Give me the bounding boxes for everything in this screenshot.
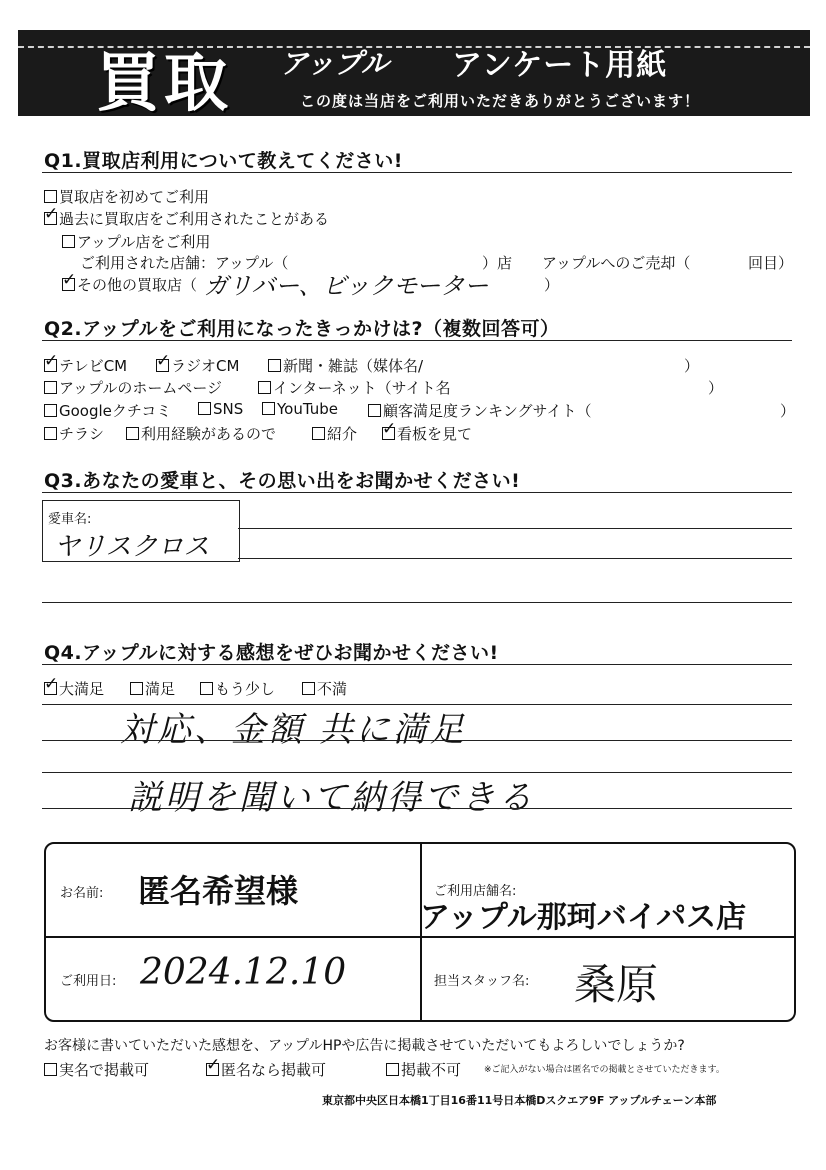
q2-option-radio[interactable] — [156, 355, 239, 376]
consent-option-anonymous[interactable] — [206, 1059, 326, 1080]
checkbox-very-satisfied[interactable] — [44, 682, 57, 695]
store-value: アップル那珂バイパス店 — [420, 900, 747, 935]
q1-store-used-label: ご利用された店舗：アップル（ — [80, 254, 289, 272]
checkbox-youtube[interactable] — [262, 402, 275, 415]
checkbox-almost[interactable] — [200, 682, 213, 695]
q2-option-referral[interactable] — [312, 423, 357, 444]
q1-option-apple-label: アップル店をご利用 — [77, 233, 211, 251]
q2-option-flyer[interactable] — [44, 423, 104, 444]
q2-internet-close: ） — [708, 379, 724, 397]
store-label: ご利用店舗名: — [434, 884, 517, 899]
q3-rule-2 — [238, 558, 792, 559]
car-name-value: ヤリスクロス — [54, 532, 210, 562]
checkbox-first[interactable] — [44, 190, 57, 203]
q1-option-first-label: 買取店を初めてご利用 — [59, 188, 210, 206]
q2-option-tv-label: テレビCM — [59, 357, 128, 375]
staff-value: 桑原 — [574, 960, 659, 1009]
checkbox-internet[interactable] — [258, 381, 271, 394]
checkbox-google[interactable] — [44, 404, 57, 417]
header-big-title: 買取 — [96, 47, 232, 121]
checkbox-homepage[interactable] — [44, 381, 57, 394]
consent-option-not-allowed[interactable] — [386, 1059, 461, 1080]
q1-underline — [42, 172, 792, 173]
q2-newspaper-close: ） — [684, 357, 700, 375]
q4-option-very-satisfied[interactable] — [44, 678, 104, 699]
consent-note: ※ご記入がない場合は匿名での掲載とさせていただきます。 — [484, 1065, 725, 1075]
q4-rule-1 — [42, 740, 792, 741]
date-value: 2024.12.10 — [140, 952, 347, 993]
checkbox-experience[interactable] — [126, 427, 139, 440]
consent-option-real-name[interactable] — [44, 1059, 149, 1080]
q1-store-suffix: ）店 — [482, 254, 513, 272]
q1-other-handwritten: ガリバー、ビックモーター — [204, 272, 489, 300]
q4-option-unsatisfied[interactable] — [302, 678, 347, 699]
q2-option-internet[interactable] — [258, 377, 451, 398]
consent-option-anonymous-label: 匿名なら掲載可 — [221, 1061, 327, 1079]
checkbox-ranking[interactable] — [368, 404, 381, 417]
q3-title: Q3.あなたの愛車と、その思い出をお聞かせください! — [44, 470, 521, 492]
q2-title: Q2.アップルをご利用になったきっかけは?（複数回答可） — [44, 318, 560, 340]
checkbox-apple[interactable] — [62, 235, 75, 248]
q4-comment-line-1: 対応、金額 共に満足 — [120, 710, 467, 750]
q1-option-other-label: その他の買取店（ — [77, 276, 198, 294]
q2-option-homepage-label: アップルのホームページ — [59, 379, 223, 397]
q1-option-other[interactable] — [62, 274, 197, 295]
q2-option-ranking[interactable] — [368, 400, 592, 421]
q1-sale-suffix: 回目） — [748, 254, 794, 272]
checkbox-not-allowed[interactable] — [386, 1063, 399, 1076]
checkbox-anonymous[interactable] — [206, 1063, 219, 1076]
q4-option-almost[interactable] — [200, 678, 275, 699]
q2-option-experience-label: 利用経験があるので — [141, 425, 277, 443]
consent-option-not-allowed-label: 掲載不可 — [401, 1061, 462, 1079]
q2-option-youtube[interactable] — [262, 400, 338, 418]
q2-option-radio-label: ラジオCM — [171, 357, 240, 375]
q2-option-referral-label: 紹介 — [327, 425, 358, 443]
q4-option-unsatisfied-label: 不満 — [317, 680, 348, 698]
date-label: ご利用日: — [60, 974, 117, 989]
name-value: 匿名希望様 — [138, 872, 299, 910]
q4-comment-line-2: 説明を聞いて納得できる — [128, 778, 535, 818]
q1-option-apple[interactable] — [62, 231, 210, 252]
q3-rule-3 — [42, 602, 792, 603]
consent-question: お客様に書いていただいた感想を、アップルHPや広告に掲載させていただいてもよろしいでしょうか? — [44, 1038, 685, 1054]
q2-option-ranking-label: 顧客満足度ランキングサイト（ — [383, 402, 592, 420]
q2-option-sns[interactable] — [198, 400, 243, 418]
q4-rule-3 — [42, 808, 792, 809]
q2-underline — [42, 340, 792, 341]
q2-option-newspaper[interactable] — [268, 355, 423, 376]
q4-option-satisfied-label: 満足 — [145, 680, 176, 698]
q4-option-satisfied[interactable] — [130, 678, 175, 699]
q1-other-close: ） — [544, 276, 560, 294]
panel-horizontal-divider — [46, 936, 794, 938]
q2-option-youtube-label: YouTube — [277, 400, 338, 418]
checkbox-sign[interactable] — [382, 427, 395, 440]
checkbox-radio[interactable] — [156, 359, 169, 372]
car-name-label: 愛車名: — [48, 512, 92, 527]
q2-option-sign-label: 看板を見て — [397, 425, 473, 443]
checkbox-unsatisfied[interactable] — [302, 682, 315, 695]
q4-option-almost-label: もう少し — [215, 680, 276, 698]
checkbox-newspaper[interactable] — [268, 359, 281, 372]
checkbox-flyer[interactable] — [44, 427, 57, 440]
consent-option-real-name-label: 実名で掲載可 — [59, 1061, 150, 1079]
checkbox-real-name[interactable] — [44, 1063, 57, 1076]
q4-option-very-satisfied-label: 大満足 — [59, 680, 105, 698]
q3-underline — [42, 492, 792, 493]
q1-title: Q1.買取店利用について教えてください! — [44, 150, 403, 172]
header-banner — [18, 30, 810, 121]
q1-option-past[interactable] — [44, 208, 329, 229]
checkbox-other[interactable] — [62, 278, 75, 291]
header-brand-logo: アップル — [280, 47, 389, 80]
staff-label: 担当スタッフ名: — [434, 974, 530, 989]
q3-rule-1 — [238, 528, 792, 529]
name-label: お名前: — [60, 886, 104, 901]
q2-option-internet-label: インターネット（サイト名 — [273, 379, 451, 397]
checkbox-referral[interactable] — [312, 427, 325, 440]
q2-option-google[interactable] — [44, 400, 171, 421]
checkbox-past[interactable] — [44, 212, 57, 225]
checkbox-tv[interactable] — [44, 359, 57, 372]
q2-option-google-label: Googleクチコミ — [59, 402, 172, 420]
q2-option-homepage[interactable] — [44, 377, 222, 398]
header-title: アンケート用紙 — [452, 48, 668, 83]
footer-address: 東京都中央区日本橋1丁目16番11号日本橋Dスクエア9F アップルチェーン本部 — [322, 1094, 717, 1107]
q1-sale-label: アップルへのご売却（ — [542, 254, 691, 272]
q2-option-flyer-label: チラシ — [59, 425, 105, 443]
q2-option-tv[interactable] — [44, 355, 127, 376]
q2-option-sign[interactable] — [382, 423, 472, 444]
q2-option-newspaper-label: 新聞・雑誌（媒体名/ — [283, 357, 424, 375]
q2-option-experience[interactable] — [126, 423, 276, 444]
header-subtitle: この度は当店をご利用いただきありがとうございます！ — [300, 92, 701, 110]
checkbox-sns[interactable] — [198, 402, 211, 415]
q2-ranking-close: ） — [780, 402, 796, 420]
q4-underline — [42, 664, 792, 665]
q1-option-past-label: 過去に買取店をご利用されたことがある — [59, 210, 330, 228]
q2-option-sns-label: SNS — [213, 400, 244, 418]
checkbox-satisfied[interactable] — [130, 682, 143, 695]
q1-option-first[interactable] — [44, 186, 209, 207]
q4-title: Q4.アップルに対する感想をぜひお聞かせください! — [44, 642, 499, 664]
